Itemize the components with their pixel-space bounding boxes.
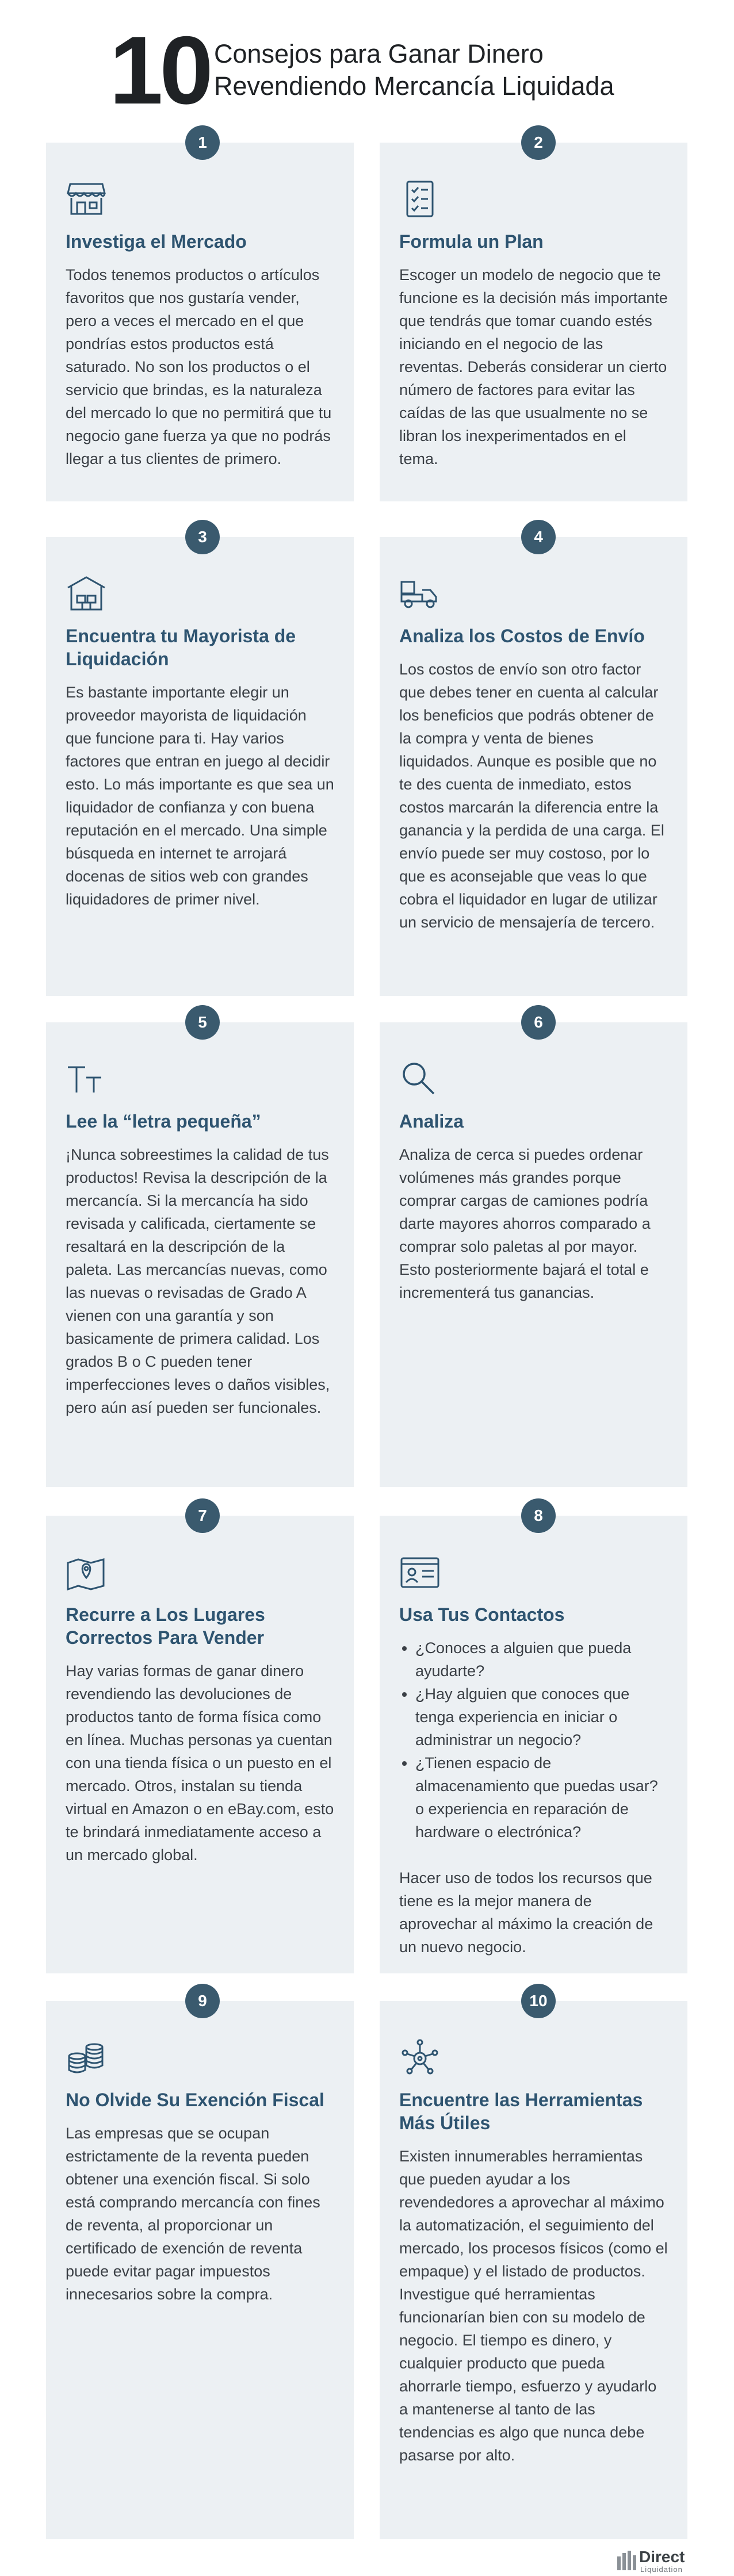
logo-subword: Liquidation xyxy=(640,2565,683,2574)
tip-text: Analiza de cerca si puedes ordenar volúmenes más grandes porque comprar cargas de camiones podría darte mayores ahorros comparado a comprar solo paletas al por mayor. Esto posteriormente bajará el total e incrementerá tus ganancias. xyxy=(399,1146,651,1301)
tip-card-10 xyxy=(380,2001,687,2539)
tip-title: Encuentra tu Mayorista de Liquidación xyxy=(66,626,296,669)
brand-logo xyxy=(617,2548,732,2574)
title-line-1: Consejos para Ganar Dinero xyxy=(214,39,544,68)
tip-bullets xyxy=(399,1636,668,1843)
list-item: • ¿Hay alguien que conoces que tenga experiencia en iniciar o administrar un negocio? xyxy=(415,1682,668,1751)
tip-7-badge: 7 xyxy=(185,1498,220,1533)
delivery-truck-icon xyxy=(399,575,441,612)
checklist-icon xyxy=(399,181,441,217)
tip-4-badge: 4 xyxy=(521,520,556,554)
tip-9-badge: 9 xyxy=(185,1984,220,2018)
tip-6-badge: 6 xyxy=(521,1005,556,1040)
map-pin-icon xyxy=(66,1554,107,1590)
tip-title: Lee la “letra pequeña” xyxy=(66,1111,261,1132)
tip-title: Usa Tus Contactos xyxy=(399,1604,565,1625)
tip-title: Analiza xyxy=(399,1111,464,1132)
list-item: • ¿Conoces a alguien que pueda ayudarte? xyxy=(415,1636,668,1682)
network-gear-icon xyxy=(399,2039,441,2076)
tip-card-9 xyxy=(46,2001,354,2539)
tip-title: Encuentre las Herramientas Más Útiles xyxy=(399,2090,643,2133)
tip-text: Es bastante importante elegir un proveedor mayorista de liquidación que funcione para ti. Hay varios factores que entran en juego al decidir esto. Lo más importante es que sea un liquidador de confianza y con buena reputación en el mercado. Una simple búsqueda en internet te arrojará docenas de sitios web con grandes liquidadores de primer nivel. xyxy=(66,684,334,908)
tip-card-6 xyxy=(380,1022,687,1487)
tip-1-badge: 1 xyxy=(185,125,220,160)
tip-title: Analiza los Costos de Envío xyxy=(399,626,645,646)
tip-card-2 xyxy=(380,143,687,501)
tip-text: Hay varias formas de ganar dinero revendiendo las devoluciones de productos tanto de forma física como en línea. Muchas personas ya cuentan con una tienda física o un puesto en el mercado. Otros, instalan su tienda virtual en Amazon o en eBay.com, esto te brindará inmediatamente acceso a un mercado global. xyxy=(66,1662,334,1864)
tip-title: No Olvide Su Exención Fiscal xyxy=(66,2090,324,2110)
contact-card-icon xyxy=(399,1554,441,1590)
tip-8-badge: 8 xyxy=(521,1498,556,1533)
page-title xyxy=(214,38,614,102)
magnifier-icon xyxy=(399,1060,441,1097)
tip-3-badge: 3 xyxy=(185,520,220,554)
tip-card-8 xyxy=(380,1516,687,1973)
tip-2-badge: 2 xyxy=(521,125,556,160)
tip-text: Todos tenemos productos o artículos favoritos que nos gustaría vender, pero a veces el mercado en el que pondrías estos productos está saturado. No son los productos o el servicio que brindas, es la naturaleza del mercado lo que no permitirá que tu negocio gane fuerza ya que no podrás llegar a tus clientes de primero. xyxy=(66,266,332,467)
warehouse-icon xyxy=(66,575,107,612)
header xyxy=(0,0,734,138)
text-size-icon xyxy=(66,1060,107,1097)
tip-text: Escoger un modelo de negocio que te funcione es la decisión más importante que tendrás que tomar cuando estés iniciando en el negocio de las reventas. Deberás considerar un cierto número de factores para evitar las caídas de las que usualmente no se libran los inexperimentados en el tema. xyxy=(399,266,668,467)
tip-title: Investiga el Mercado xyxy=(66,231,247,252)
tip-card-4 xyxy=(380,537,687,996)
tip-text: Los costos de envío son otro factor que debes tener en cuenta al calcular los beneficios que podrás obtener de la compra y venta de bienes liquidados. Aunque es posible que no te des cuenta de inmediato, estos costos marcarán la diferencia entre la ganancia y la perdida de una carga. El envío puede ser muy costoso, por lo que es aconsejable que veas lo que cobra el liquidador en lugar de utilizar un servicio de mensajería de tercero. xyxy=(399,661,664,931)
tip-title: Recurre a Los Lugares Correctos Para Vender xyxy=(66,1604,265,1648)
tip-title: Formula un Plan xyxy=(399,231,544,252)
tip-10-badge: 10 xyxy=(521,1984,556,2018)
list-item: • ¿Tienen espacio de almacenamiento que puedas usar? o experiencia en reparación de hardware o electrónica? xyxy=(415,1751,668,1843)
tip-text: ¡Nunca sobreestimes la calidad de tus productos! Revisa la descripción de la mercancía. Si la mercancía ha sido revisada y calificada, ciertamente se resaltará en la descripción de la paleta. Las mercancías nuevas, como las nuevas o revisadas de Grado A vienen con una garantía y son basicamente de primera calidad. Los grados B o C pueden tener imperfecciones leves o daños visibles, pero aún así pueden ser funcionales. xyxy=(66,1146,330,1416)
tip-card-3 xyxy=(46,537,354,996)
tip-card-7 xyxy=(46,1516,354,1973)
tip-text: Las empresas que se ocupan estrictamente de la reventa pueden obtener una exención fiscal. Si solo está comprando mercancía con fines de reventa, al proporcionar un certificado de exención de reventa puede evitar pagar impuestos innecesarios sobre la compra. xyxy=(66,2125,320,2303)
title-line-2: Revendiendo Mercancía Liquidada xyxy=(214,71,614,101)
tip-card-1 xyxy=(46,143,354,501)
tip-text: Existen innumerables herramientas que pueden ayudar a los revendedores a aprovechar al máximo la automatización, el seguimiento del mercado, los procesos físicos (como el empaque) y el listado de productos. Investigue qué herramientas funcionarían bien con su modelo de negocio. El tiempo es dinero, y cualquier producto que pueda ahorrarle tiempo, esfuerzo y ayudarlo a mantenerse al tanto de las tendencias es algo que nunca debe pasarse por alto. xyxy=(399,2148,668,2464)
logo-word: Direct xyxy=(639,2548,685,2566)
tip-card-5 xyxy=(46,1022,354,1487)
logo-bars-icon xyxy=(617,2551,637,2570)
tip-5-badge: 5 xyxy=(185,1005,220,1040)
tip-text: Hacer uso de todos los recursos que tiene es la mejor manera de aprovechar al máximo la creación de un nuevo negocio. xyxy=(399,1869,653,1956)
coins-icon xyxy=(66,2039,107,2076)
store-icon xyxy=(66,181,107,217)
title-number: 10 xyxy=(109,16,210,124)
